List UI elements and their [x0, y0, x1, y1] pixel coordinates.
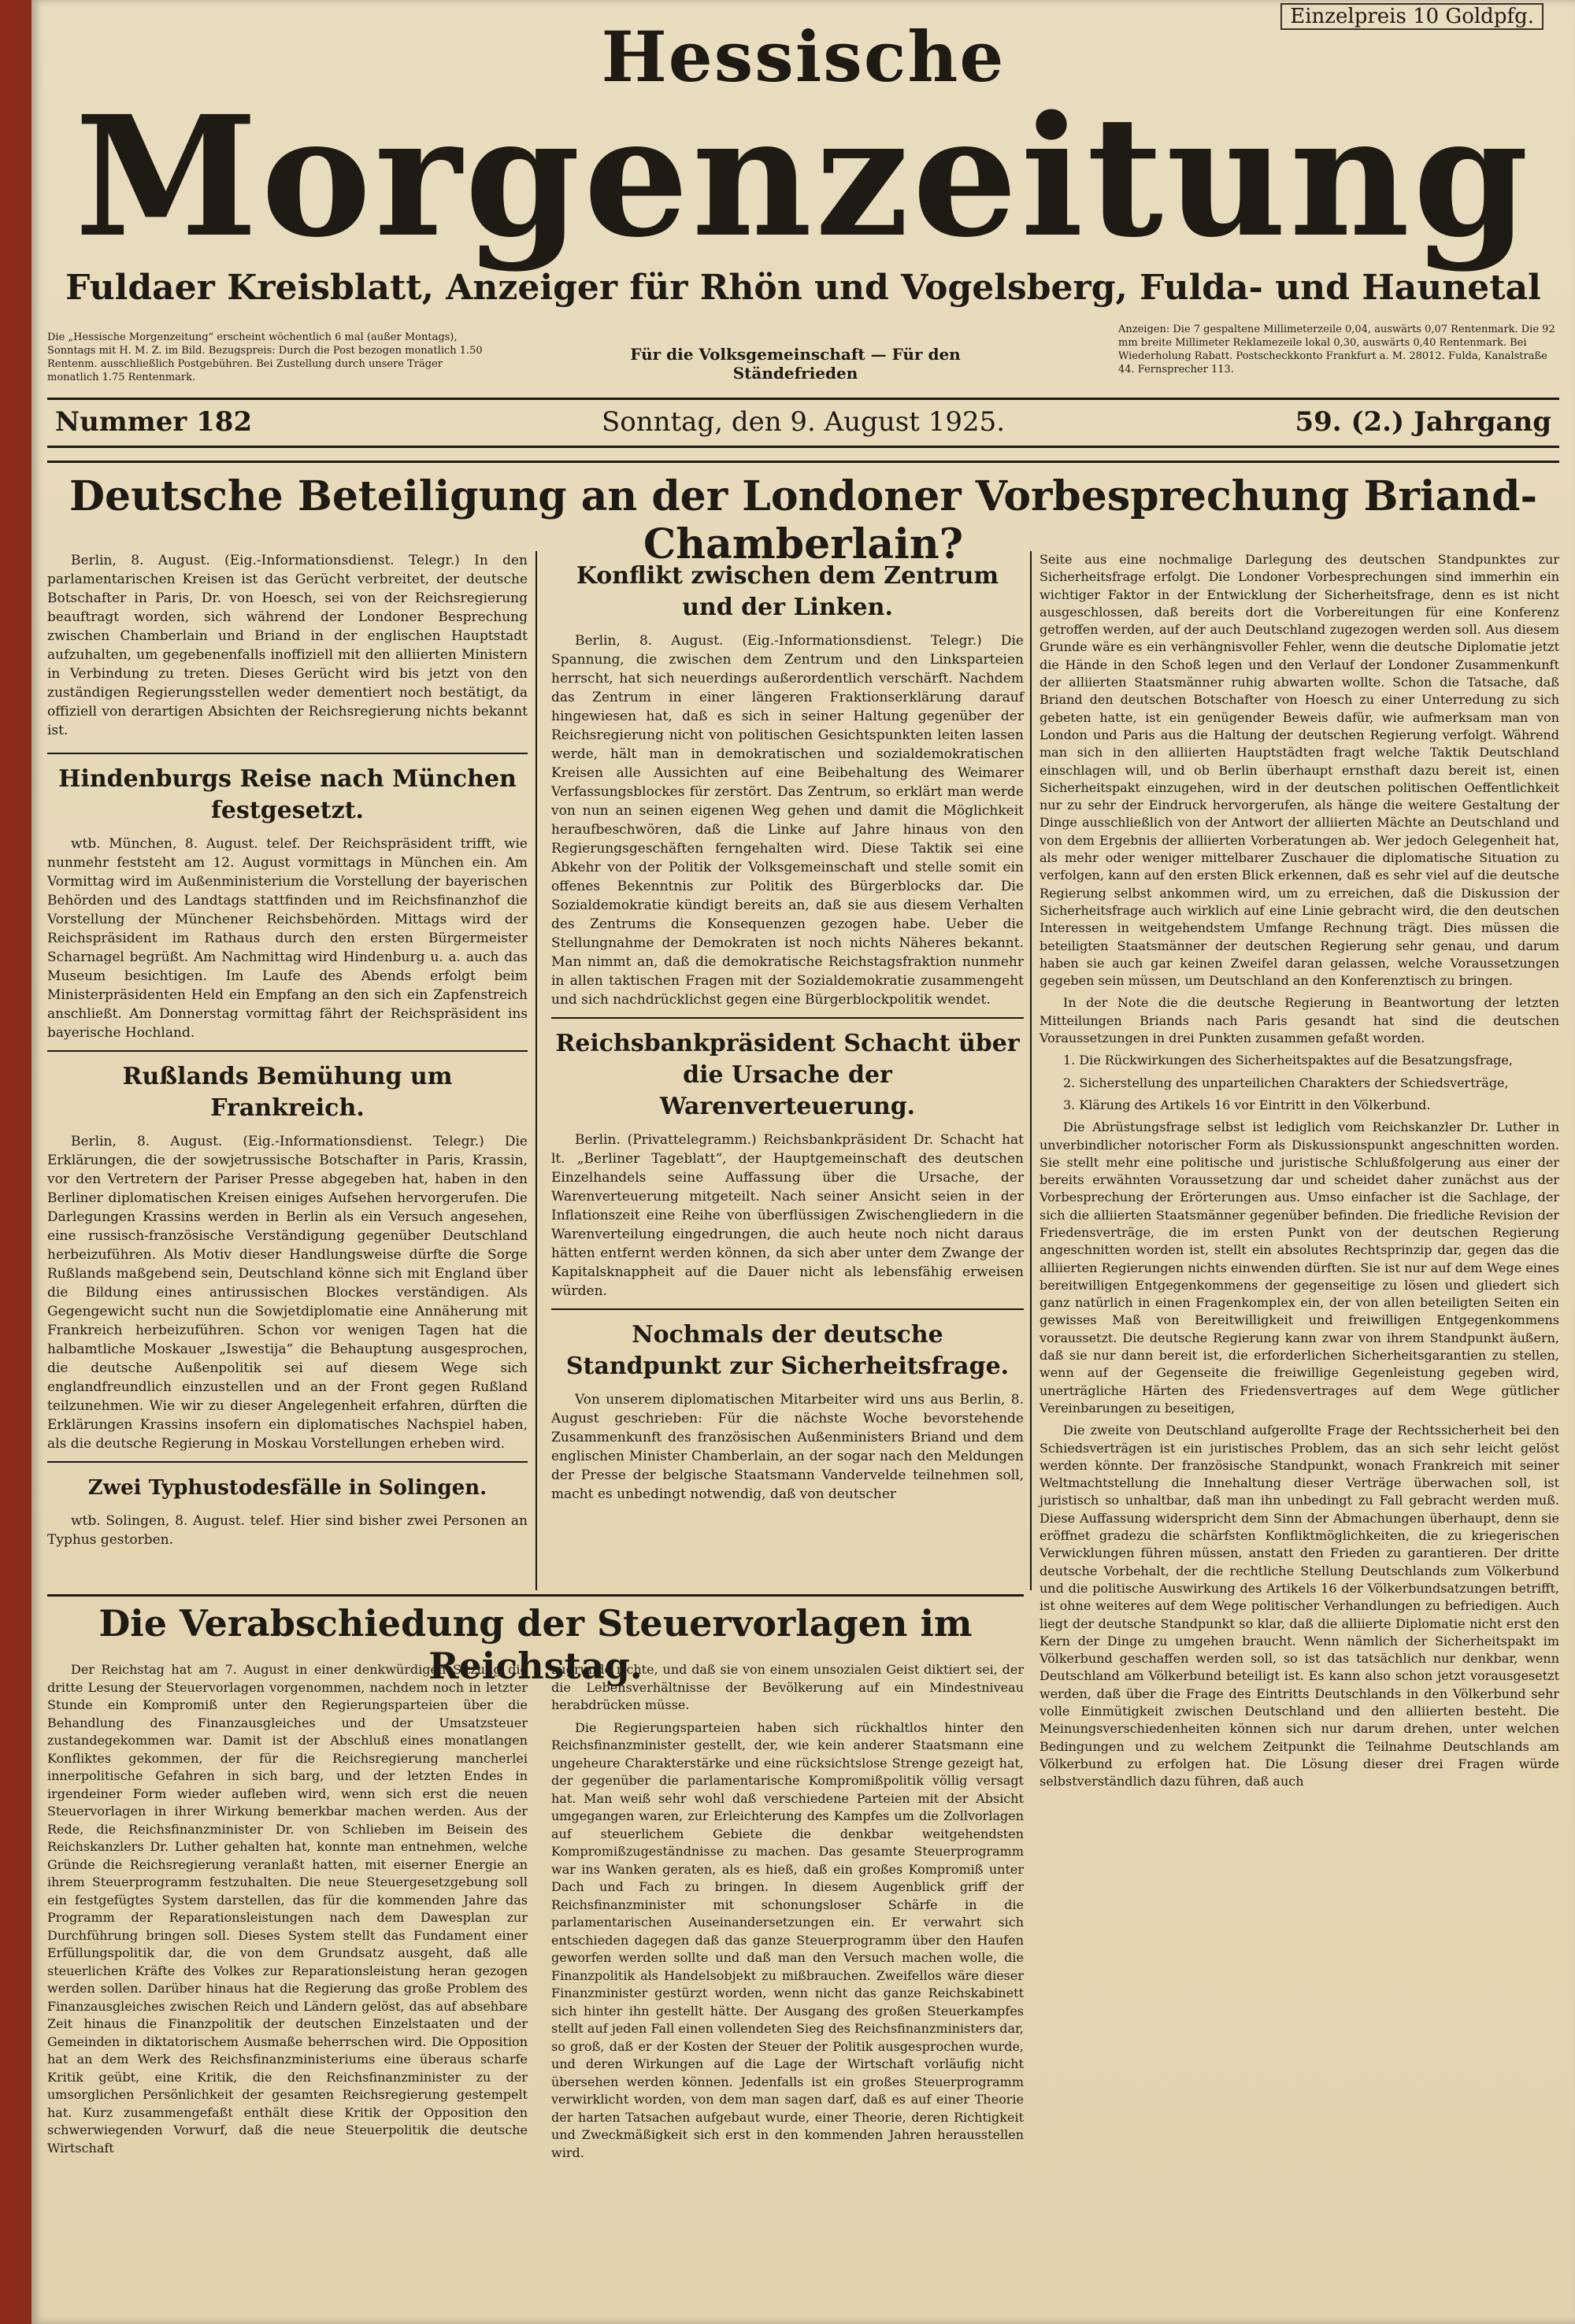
newspaper-page — [32, 0, 1575, 2324]
masthead-top: Hessische — [601, 16, 1006, 98]
article-sicherheit-abruestung: Die Abrüstungsfrage selbst ist lediglich vom Reichskanzler Dr. Luther in unverbindlicher notorischer Form als Diskussionspunkt angeschnitten worden. Sie stellt mehr eine politische und juristische Schlußfolgerung aus einer der bereits erwähnten Voraussetzung dar und scheidet daher zunächst aus der Vorbesprechung der Erörterungen aus. Umso einfacher ist die Sachlage, der sich die alliierten Staatsmänner gegenüber befinden. Die friedliche Revision der Friedensverträge, die im ersten Punkt von der deutschen Regierung angeschnitten worden ist, stellt ein absolutes Rechtsprinzip dar, gegen das die alliierten Regierungen nichts einwenden dürften. Sie ist nur auf dem Wege eines bereitwilligen Entgegenkommens der gegenseitige zu lösen und gliedert sich ganz natürlich in einen Fragenkomplex ein, der von allen beteiligten Seiten ein gewisses Maß von Bereitwilligkeit und freiwilligen Entgegenkommens voraussetzt. Die deutsche Regierung kann zwar von ihrem Standpunkt äußern, daß sie nur dann bereit ist, die erforderlichen Sicherheitsgarantien zu stellen, wenn auf der Gegenseite die freiwillige Gegenleistung gegeben wird, unerträgliche Härten des Friedensvertrages auf dem Wege gütlicher Vereinbarungen zu beseitigen, — [1040, 1119, 1559, 1415]
divider — [551, 1017, 1024, 1019]
article-schacht-text: Berlin. (Privattelegramm.) Reichsbankpräsident Dr. Schacht hat lt. „Berliner Tageblatt“, der Hauptgemeinschaft des deutschen Einzelhandels seine Auffassung über die Ursache, der Warenverteuerung mitgeteilt. Nach seiner Ansicht seien in der Inflationszeit eine Reihe von überflüssigen Zwischengliedern in die Warenverteilung eingedrungen, die auch heute noch nicht daraus hätten entfernt werden können, da sich aber unter dem Zwange der Kapitalsknappheit auf die Dauer nicht als lebensfähig erweisen würden. — [551, 1132, 1024, 1299]
dateline — [47, 398, 1559, 448]
article-london-text: Berlin, 8. August. (Eig.-Informationsdienst. Telegr.) In den parlamentarischen Kreisen ist das Gerücht verbreitet, der deutsche Botschafter in Paris, Dr. von Hoesch, sei von der Reichsregierung beauftragt worden, sich während der Londoner Besprechung zwischen Chamberlain und Briand in der englischen Hauptstadt aufzuhalten, um gegebenenfalls inoffiziell mit den alliierten Ministern in Verbindung zu treten. Dieses Gerücht wird bis jetzt von den zuständigen Regierungsstellen weder dementiert noch bestätigt, da offiziell von derartigen Absichten der Reichsregierung nichts bekannt ist. — [47, 553, 528, 738]
article-schacht-headline: Reichsbankpräsident Schacht über die Ursache der Warenverteuerung. — [555, 1030, 1020, 1120]
price-label: Einzelpreis 10 Goldpfg. — [1280, 3, 1544, 30]
divider — [47, 1594, 1024, 1597]
article-hindenburg-headline: Hindenburgs Reise nach München festgesetzt. — [58, 765, 517, 824]
divider — [47, 461, 1559, 463]
article-typhus-text: wtb. Solingen, 8. August. telef. Hier sind bisher zwei Personen an Typhus gestorben. — [47, 1513, 528, 1548]
steuer-column-1 — [47, 1661, 528, 2162]
article-russia-headline: Rußlands Bemühung um Frankreich. — [122, 1063, 453, 1122]
article-sicherheit-note: In der Note die die deutsche Regierung in Beantwortung der letzten Mitteilungen Briands nach Paris gesandt hat sind die deutschen Voraussetzungen in drei Punkten zusammen gefaßt worden. — [1040, 995, 1559, 1046]
advertising-info: Anzeigen: Die 7 gespaltene Millimeterzeile 0,04, auswärts 0,07 Rentenmark. Die 92 mm breite Millimeter Reklamezeile lokal 0,30, auswärts 0,40 Rentenmark. Bei Wiederholung Rabatt. Postscheckkonto Frankfurt a. M. 28012. Fulda, Kanalstraße 44. Fernsprecher 113. — [1118, 324, 1555, 376]
steuer-text-1: Der Reichstag hat am 7. August in einer denkwürdigen Sitzung die dritte Lesung der Steuervorlagen vorgenommen, nachdem noch in letzter Stunde ein Kompromiß unter den Regierungsparteien über die Behandlung des Finanzausgleiches und der Umsatzsteuer zustandegekommen war. Damit ist der Abschluß eines monatlangen Konfliktes gekommen, der für die Reichsregierung mancherlei innerpolitische Gefahren in sich barg, und der letzten Endes in irgendeiner Form wieder aufleben wird, wenn sich erst die neuen Steuervorlagen in ihrer Wirkung bemerkbar machen werden. Aus der Rede, die Reichsfinanzminister Dr. von Schlieben im Beisein des Reichskanzlers Dr. Luther gehalten hat, konnte man entnehmen, welche Gründe die Reichsregierung veranlaßt hatten, mit eiserner Energie an ihrem Steuerprogramm festzuhalten. Die neue Steuergesetzgebung soll ein festgefügtes System darstellen, das für die kommenden Jahre das Programm der Reparationsleistungen nach dem Dawesplan zur Durchführung bringen soll. Dieses System stellt das Fundament einer Erfüllungspolitik dar, die von dem Grundsatz ausgeht, daß alle steuerlichen Kräfte des Volkes zur Reparationsleistung heran gezogen werden sollen. Darüber hinaus hat die Regierung das große Problem des Finanzausgleiches zwischen Reich und Ländern gelöst, das auf absehbare Zeit hinaus die Finanzpolitik der deutschen Einzelstaaten und der Gemeinden in diktatorischem Ausmaße beherrschen wird. Die Opposition hat an dem Werk des Reichsfinanzministeriums eine überaus scharfe Kritik geübt, eine Kritik, die den Reichsfinanzminister zu der umsorglichen Persönlichkeit der gesamten Reichsregierung gestempelt hat. Kurz zusammengefaßt enthält diese Kritik der Opposition den schwerwiegenden Vorwurf, daß die neue Steuerpolitik die deutsche Wirtschaft — [47, 1662, 528, 2156]
issue-number: Nummer 182 — [55, 406, 253, 438]
main-headline: Deutsche Beteiligung an der Londoner Vorbesprechung Briand-Chamberlain? — [69, 472, 1538, 568]
divider — [47, 753, 528, 754]
article-sicherheit-headline: Nochmals der deutsche Standpunkt zur Sicherheitsfrage. — [565, 1321, 1010, 1380]
issue-date: Sonntag, den 9. August 1925. — [601, 406, 1006, 438]
article-zentrum-headline: Konflikt zwischen dem Zentrum und der Linken. — [576, 562, 999, 621]
volume-number: 59. (2.) Jahrgang — [1295, 406, 1551, 438]
steuer-text-2a: zugrunde richte, und daß sie von einem unsozialen Geist diktiert sei, der die Lebensverhältnisse der Bevölkerung auf ein Mindestniveau herabdrücken müsse. — [551, 1662, 1024, 1712]
divider — [47, 1050, 528, 1052]
article-sicherheit-continued: Seite aus eine nochmalige Darlegung des deutschen Standpunktes zur Sicherheitsfrage erfolgt. Die Londoner Vorbesprechungen sind immerhin ein wichtiger Faktor in der Entwicklung der Sicherheitsfrage, denn es ist nicht ausgeschlossen, daß bereits dort die Vorbereitungen für eine Konferenz getroffen werden, auf der auch Deutschland zugezogen werden soll. Aus diesem Grunde wäre es ein verhängnisvoller Fehler, wenn die deutsche Diplomatie jetzt die Hände in den Schoß legen und den Verlauf der Londoner Zusammenkunft der alliierten Staatsmänner ruhig abwarten wollte. Schon die Tatsache, daß Briand den deutschen Botschafter von Hoesch zu einer Unterredung zu sich gebeten hatte, ist ein genügender Beweis dafür, wie aufmerksam man von London und Paris aus die Haltung der deutschen Regierung verfolgt. Während man sich in den alliierten Hauptstädten fragt welche Taktik Deutschland einschlagen will, und ob Berlin überhaupt ernsthaft dazu bereit ist, einen Sicherheitspakt einzugehen, wird in der deutschen politischen Oeffentlichkeit nur zu sehr der Eindruck hervorgerufen, als hänge die weitere Gestaltung der Dinge ausschließlich von der Antwort der alliierten Mächte an Deutschland und von dem Ergebnis der alliierten Vorberatungen ab. Wer jedoch Gelegenheit hat, als mehr oder weniger mittelbarer Zuschauer die diplomatische Situation zu verfolgen, kann auf den ersten Blick erkennen, daß es sehr viel auf die deutsche Regierung selbst ankommen wird, um zu erreichen, daß die Diskussion der Sicherheitsfrage auch wirklich auf eine Linie gebracht wird, die den deutschen Interessen in weitgehendstem Umfange Rechnung trägt. Dies müssen die beteiligten Staatsmänner der deutschen Regierung sehr genau, und darum haben sie auch gar keinen Zweifel daran gelassen, welche Voraussetzungen gegeben sein müssen, um Deutschland an den Konferenztisch zu bringen. — [1040, 552, 1559, 989]
divider — [551, 1308, 1024, 1310]
article-zentrum-text: Berlin, 8. August. (Eig.-Informationsdienst. Telegr.) Die Spannung, die zwischen dem Zentrum und den Linksparteien herrscht, hat sich neuerdings außerordentlich verschärft. Nachdem das Zentrum in einer längeren Fraktionserklärung darauf hingewiesen hat, daß es sich in seiner Haltung gegenüber der Reichsregierung nicht von politischen Gesichtspunkten leiten lassen werde, hält man in demokratischen und sozialdemokratischen Kreisen alle Aussichten auf eine Beibehaltung des Weimarer Verfassungsblockes für zerstört. Das Zentrum, so erklärt man werde von nun an seinen eigenen Weg gehen und damit die Möglichkeit heraufbeschwören, daß die Linke auf Jahre hinaus von den Regierungsgeschäften ferngehalten wird. Diese Taktik sei eine Abkehr von der Politik der Volksgemeinschaft und stelle somit ein offenes Bekenntnis zur Politik des Bürgerblocks dar. Die Sozialdemokratie kündigt bereits an, daß sie aus diesem Verhalten des Zentrums die Konsequenzen gezogen habe. Ueber die Stellungnahme der Demokraten ist noch nichts Näheres bekannt. Man nimmt an, daß die demokratische Reichstagsfraktion nunmehr in allen taktischen Fragen mit der Sozialdemokratie zusammengeht und sich nachdrücklichst gegen eine Bürgerblockpolitik wendet. — [551, 633, 1024, 1008]
list-item: 1. Die Rückwirkungen des Sicherheitspaktes auf die Besatzungsfrage, — [1063, 1053, 1513, 1068]
column-divider — [536, 551, 537, 1590]
subscription-info: Die „Hessische Morgenzeitung“ erscheint wöchentlich 6 mal (außer Montags), Sonntags mit H. M. Z. im Bild. Bezugspreis: Durch die Post bezogen monatlich 1.50 Rentenm. ausschließlich Postgebühren. Bei Zustellung durch unsere Träger monatlich 1.75 Rentenmark. — [47, 331, 483, 383]
column-divider — [1030, 551, 1032, 1590]
article-sicherheit-schiedsvertraege: Die zweite von Deutschland aufgerollte Frage der Rechtssicherheit bei den Schiedsverträgen ist ein juristisches Problem, das an sich sehr leicht gelöst werden könnte. Der französische Standpunkt, wonach Frankreich mit seiner Weltmachtstellung die Innehaltung dieser Verträge überwachen soll, ist juristisch so unhaltbar, daß man ihn unbedingt zu Fall gebracht werden muß. Diese Auffassung widerspricht dem Sinn der Abmachungen überhaupt, denn sie eröffnet gradezu die schärfsten Konfliktmöglichkeiten, die zu kriegerischen Verwicklungen führen müssen, anstatt den Frieden zu garantieren. Der dritte deutsche Vorbehalt, der die rechtliche Stellung Deutschlands zum Völkerbund und die politische Auswirkung des Artikels 16 der Völkerbundsatzungen betrifft, ist ohne weiteres auf dem Wege politischer Verhandlungen zu befriedigen. Auch liegt der deutsche Standpunkt so klar, daß die alliierte Diplomatie nicht erst den Kern der Dinge zu umgehen braucht. Wenn nämlich der Sicherheitspakt im Völkerbund geschaffen werden soll, so ist das tatsächlich nur denkbar, wenn Deutschland am Völkerbund beteiligt ist. Es kann also schon jetzt vorausgesetzt werden, daß über die Frage des Eintritts Deutschlands in den Völkerbund sehr volle Einmütigkeit zwischen Deutschland und den alliierten besteht. Die Meinungsverschiedenheiten können sich nur darum drehen, unter welchen Bedingungen und zu welchem Zeitpunkt die Teilnahme Deutschlands am Völkerbund zu erfolgen hat. Die Lösung dieser drei Fragen würde selbstverständlich dazu führen, daß auch — [1040, 1423, 1559, 1789]
column-1 — [47, 551, 528, 1554]
article-typhus-headline: Zwei Typhustodesfälle in Solingen. — [87, 1476, 487, 1500]
divider — [47, 1461, 528, 1463]
list-item: 3. Klärung des Artikels 16 vor Eintritt in den Völkerbund. — [1063, 1097, 1431, 1112]
steuer-headline: Die Verabschiedung der Steuervorlagen im Reichstag. — [98, 1602, 973, 1687]
column-3 — [1040, 551, 1559, 1795]
column-2 — [551, 551, 1024, 1508]
article-sicherheit-text: Von unserem diplomatischen Mitarbeiter wird uns aus Berlin, 8. August geschrieben: Für die nächste Woche bevorstehende Zusammenkunft des französischen Außenministers Briand und dem englischen Minister Chamberlain, an der sogar nach den Meldungen der Presse der belgische Staatsmann Vandervelde teilnehmen soll, macht es unbedingt notwendig, daß von deutscher — [551, 1392, 1024, 1502]
article-russia-text: Berlin, 8. August. (Eig.-Informationsdienst. Telegr.) Die Erklärungen, die der sowjetrussische Botschafter in Paris, Krassin, vor den Vertretern der Pariser Presse abgegeben hat, haben in den Berliner diplomatischen Kreisen einiges Aufsehen hervorgerufen. Die Darlegungen Krassins werden in Berlin als ein Versuch angesehen, eine russisch-französische Verständigung gegenüber Deutschland herbeizuführen. Als Motiv dieser Handlungsweise dürfte die Sorge Rußlands maßgebend sein, Deutschland könne sich mit England über die Bildung eines antirussischen Blockes verständigen. Als Gegengewicht sucht nun die Sowjetdiplomatie eine Annäherung mit Frankreich herbeizuführen. Schon vor wenigen Tagen hat die halbamtliche Moskauer „Iswestija“ die Behauptung ausgesprochen, die deutsche Außenpolitik sei auf diesem Wege sich englandfreundlich einzustellen und an der Front gegen Rußland teilzunehmen. Wie wir zu dieser Angelegenheit erfahren, dürften die Erklärungen Krassins insofern ein diplomatisches Nachspiel haben, als die deutsche Regierung in Moskau Vorstellungen erheben wird. — [47, 1134, 528, 1452]
motto: Für die Volksgemeinschaft — Für den Ständefrieden — [630, 345, 961, 383]
book-binding — [0, 0, 32, 2324]
masthead-subtitle: Fuldaer Kreisblatt, Anzeiger für Rhön und Vogelsberg, Fulda- und Haunetal — [65, 268, 1541, 308]
masthead-title: Morgenzeitung — [74, 80, 1532, 274]
steuer-column-2 — [551, 1661, 1024, 2167]
list-item: 2. Sicherstellung des unparteilichen Charakters der Schiedsverträge, — [1063, 1075, 1509, 1090]
steuer-text-2b: Die Regierungsparteien haben sich rückhaltlos hinter den Reichsfinanzminister gestellt, der, wie kein anderer Staatsmann eine ungeheure Charakterstärke und eine rücksichtslose Strenge gezeigt hat, der gegenüber die parlamentarische Kompromißpolitik völlig versagt hat. Man weiß sehr wohl daß verschiedene Parteien mit der Absicht umgegangen waren, zur Erleichterung des Kampfes um die Zollvorlagen auf steuerlichem Gebiete die denkbar weitgehendsten Kompromißzugeständnisse zu machen. Das gesamte Steuerprogramm war ins Wanken geraten, als es hieß, daß ein großes Kompromiß unter Dach und Fach zu bringen. In diesem Augenblick griff der Reichsfinanzminister mit schonungsloser Schärfe in die parlamentarischen Auseinandersetzungen ein. Er verwahrt sich entschieden dagegen daß das ganze Steuerprogramm über den Haufen geworfen werden sollte und daß man den Versuch machen wolle, die Finanzpolitik als Handelsobjekt zu mißbrauchen. Zweifellos wäre dieser Finanzminister gestürzt worden, wenn nicht das ganze Reichskabinett sich hinter ihn gestellt hätte. Der Ausgang des großen Steuerkampfes stellt auf jeden Fall einen vollendeten Sieg des Reichsfinanzministers dar, so groß, daß er der Kosten der Steuer der Politik ausgesprochen wurde, und deren Wirkungen auf die Lage der Wirtschaft vorläufig nicht übersehen werden können. Jedenfalls ist ein großes Steuerprogramm verwirklicht worden, von dem man sagen darf, daß es auf einer Theorie der harten Tatsachen aufgebaut wurde, einer Theorie, deren Richtigkeit und Zweckmäßigkeit sich erst in den kommenden Jahren herausstellen wird. — [551, 1719, 1024, 2160]
article-hindenburg-text: wtb. München, 8. August. telef. Der Reichspräsident trifft, wie nunmehr feststeht am 12. August vormittags in München ein. Am Vormittag wird im Außenministerium die Vorstellung der bayerischen Behörden und des Landtags stattfinden und im Reichsfinanzhof die Vorstellung der Münchener Reichsbehörden. Mittags wird der Reichspräsident im Rathaus durch den ersten Bürgermeister Scharnagel begrüßt. Am Nachmittag wird Hindenburg u. a. auch das Museum besichtigen. Im Laufe des Abends erfolgt beim Ministerpräsidenten Held ein Empfang an den sich ein Zapfenstreich anschließt. Am Donnerstag vormittag fährt der Reichspräsident ins bayerische Hochland. — [47, 836, 528, 1041]
